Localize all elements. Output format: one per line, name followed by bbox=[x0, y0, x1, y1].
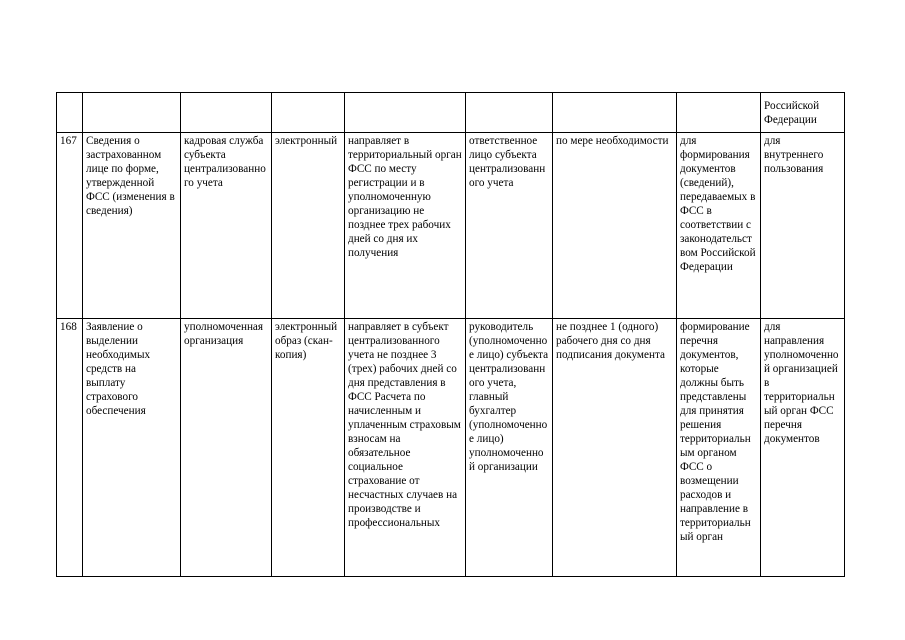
purpose-cell: для формирования документов (сведений), передаваемых в ФСС в соответствии с законодательством Российской Федерации bbox=[677, 133, 761, 319]
row-number: 167 bbox=[57, 133, 83, 319]
table-cell bbox=[83, 93, 181, 133]
responsible-cell: ответственное лицо субъекта централизованного учета bbox=[466, 133, 553, 319]
purpose-cell: формирование перечня документов, которые должны быть представлены для принятия решения территориальным органом ФСС о возмещении расходов и направление в территориальный орган bbox=[677, 319, 761, 577]
table-cell bbox=[272, 93, 345, 133]
table-cell bbox=[553, 93, 677, 133]
table-cell bbox=[466, 93, 553, 133]
procedure-cell: направляет в субъект централизованного учета не позднее 3 (трех) рабочих дней со дня представления в ФСС Расчета по начисленным и уплаченным страховым взносам на обязательное социальное страхование от несчастных случаев на производстве и профессиональных bbox=[345, 319, 466, 577]
deadline-cell: по мере необходимости bbox=[553, 133, 677, 319]
table-cell bbox=[181, 93, 272, 133]
table-cell bbox=[57, 93, 83, 133]
table-cell bbox=[345, 93, 466, 133]
responsible-cell: руководитель (уполномоченное лицо) субъекта централизованного учета, главный бухгалтер (уполномоченное лицо) уполномоченной организации bbox=[466, 319, 553, 577]
usage-cell: для внутреннего пользования bbox=[761, 133, 845, 319]
table-row bbox=[57, 319, 845, 577]
table-row-continuation bbox=[57, 93, 845, 133]
table-cell: Российской Федерации bbox=[761, 93, 845, 133]
document-name-cell: Сведения о застрахованном лице по форме, утвержденной ФСС (изменения в сведения) bbox=[83, 133, 181, 319]
table-row bbox=[57, 133, 845, 319]
document-name-cell: Заявление о выделении необходимых средств на выплату страхового обеспечения bbox=[83, 319, 181, 577]
usage-cell: для направления уполномоченной организацией в территориальный орган ФСС перечня документов bbox=[761, 319, 845, 577]
preparer-cell: уполномоченная организация bbox=[181, 319, 272, 577]
document-table bbox=[56, 92, 845, 577]
deadline-cell: не позднее 1 (одного) рабочего дня со дня подписания документа bbox=[553, 319, 677, 577]
table-cell bbox=[677, 93, 761, 133]
row-number: 168 bbox=[57, 319, 83, 577]
preparer-cell: кадровая служба субъекта централизованного учета bbox=[181, 133, 272, 319]
procedure-cell: направляет в территориальный орган ФСС по месту регистрации и в уполномоченную организацию не позднее трех рабочих дней со дня их получения bbox=[345, 133, 466, 319]
form-cell: электронный образ (скан-копия) bbox=[272, 319, 345, 577]
form-cell: электронный bbox=[272, 133, 345, 319]
